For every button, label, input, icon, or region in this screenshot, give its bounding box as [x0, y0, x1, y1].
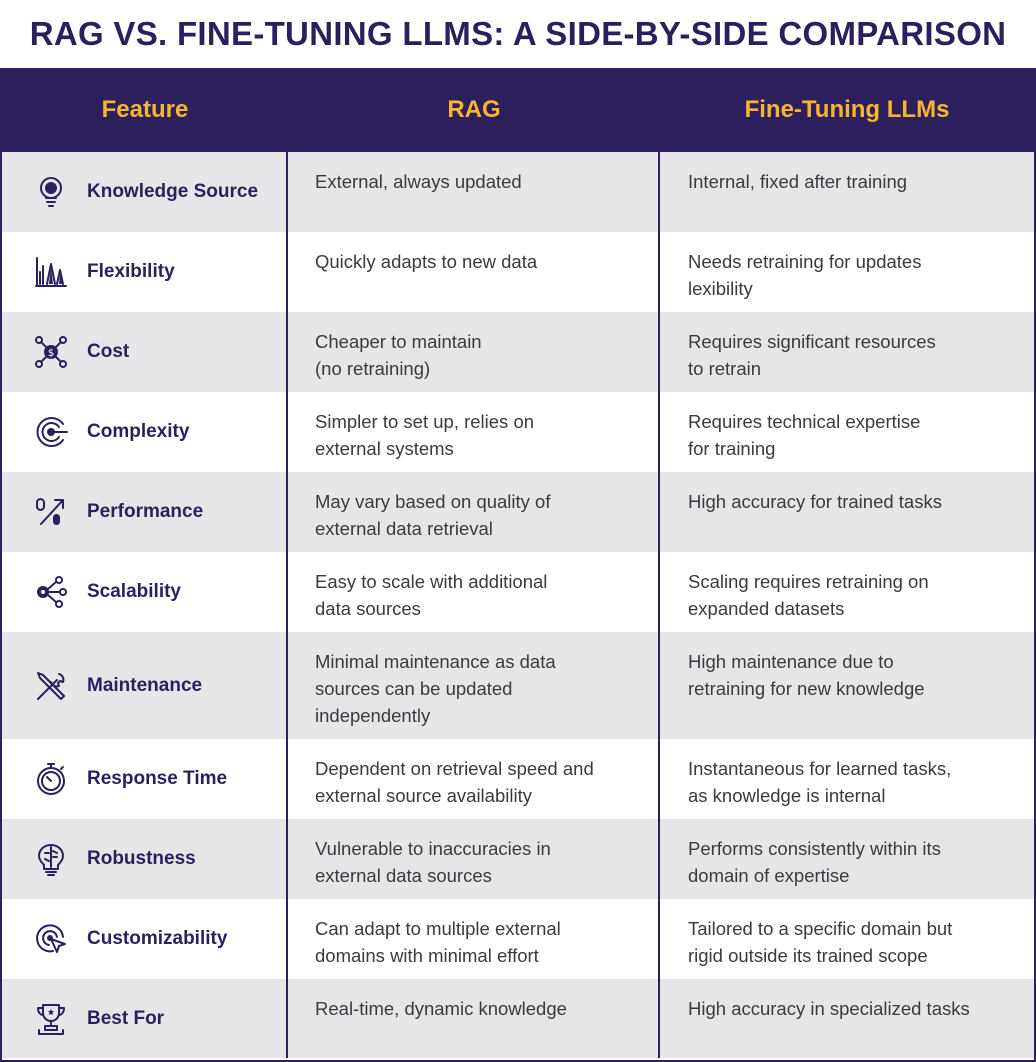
- feature-cell: [2, 552, 288, 632]
- rag-text: Simpler to set up, relies on external systems: [315, 411, 535, 459]
- fine-tuning-text: High maintenance due to retraining for new knowledge: [688, 651, 925, 699]
- feature-label: Maintenance: [87, 674, 203, 696]
- rag-cell: [288, 819, 660, 899]
- feature-cell: [2, 979, 288, 1058]
- table-row: [2, 739, 1034, 819]
- page-title: RAG VS. FINE-TUNING LLMS: A SIDE-BY-SIDE COMPARISON: [29, 15, 1007, 52]
- header-rag: RAG: [447, 96, 501, 123]
- fine-tuning-cell: [660, 632, 1034, 739]
- rag-text: Easy to scale with additional data sources: [315, 571, 548, 619]
- fine-tuning-text: Requires technical expertise for training: [688, 411, 921, 459]
- fine-tuning-cell: [660, 819, 1034, 899]
- feature-label: Scalability: [87, 581, 181, 602]
- feature-label: Performance: [87, 501, 204, 522]
- table-row: [2, 312, 1034, 392]
- fine-tuning-text: Tailored to a specific domain but rigid outside its trained scope: [688, 918, 953, 966]
- header-feature: Feature: [101, 96, 189, 123]
- table-body: [2, 152, 1034, 1058]
- feature-label: Cost: [87, 341, 130, 362]
- fine-tuning-cell: [660, 899, 1034, 979]
- feature-label: Complexity: [87, 421, 190, 442]
- rag-text: Vulnerable to inaccuracies in external data sources: [315, 838, 551, 886]
- feature-cell: [2, 819, 288, 899]
- feature-cell: [2, 152, 288, 232]
- svg-text:$: $: [47, 348, 55, 359]
- feature-label: Flexibility: [87, 261, 175, 282]
- bar-chart-icon: [32, 253, 70, 291]
- table-row: [2, 392, 1034, 472]
- fine-tuning-text: Instantaneous for learned tasks, as knowledge is internal: [688, 758, 952, 806]
- fine-tuning-cell: [660, 232, 1034, 312]
- table-row: [2, 899, 1034, 979]
- rag-cell: [288, 979, 660, 1058]
- feature-label: Robustness: [87, 848, 196, 869]
- fine-tuning-cell: [660, 552, 1034, 632]
- rag-cell: [288, 552, 660, 632]
- rag-text: Quickly adapts to new data: [315, 251, 538, 272]
- feature-cell: [2, 472, 288, 552]
- dollar-network-icon: [32, 333, 70, 371]
- table-row: [2, 979, 1034, 1058]
- fine-tuning-cell: [660, 739, 1034, 819]
- rag-text: Can adapt to multiple external domains with minimal effort: [315, 918, 561, 966]
- feature-cell: [2, 312, 288, 392]
- stopwatch-icon: [32, 760, 70, 798]
- fine-tuning-text: Needs retraining for updates lexibility: [688, 251, 922, 299]
- table-row: [2, 472, 1034, 552]
- nodes-icon: [32, 573, 70, 611]
- feature-label: Best For: [87, 1007, 165, 1029]
- table-header: [2, 68, 1034, 152]
- rag-cell: [288, 312, 660, 392]
- fine-tuning-text: High accuracy in specialized tasks: [688, 998, 970, 1019]
- fine-tuning-text: Internal, fixed after training: [688, 171, 908, 192]
- rag-text: Cheaper to maintain (no retraining): [315, 331, 482, 379]
- lightbulb-icon: [32, 173, 70, 211]
- rag-text: Dependent on retrieval speed and external source availability: [315, 758, 594, 806]
- target-cursor-icon: [32, 920, 70, 958]
- table-row: [2, 232, 1034, 312]
- rag-cell: [288, 739, 660, 819]
- rag-text: May vary based on quality of external data retrieval: [315, 491, 551, 539]
- table-row: [2, 552, 1034, 632]
- radar-icon: [32, 413, 70, 451]
- feature-label: Knowledge Source: [87, 181, 259, 202]
- rag-text: Minimal maintenance as data sources can be updated independently: [315, 651, 556, 726]
- percent-arrow-icon: [32, 493, 70, 531]
- fine-tuning-text: High accuracy for trained tasks: [688, 491, 942, 512]
- table-row: [2, 819, 1034, 899]
- feature-cell: [2, 739, 288, 819]
- fine-tuning-text: Scaling requires retraining on expanded datasets: [688, 571, 929, 619]
- rag-text: Real-time, dynamic knowledge: [315, 998, 567, 1019]
- table-row: [2, 152, 1034, 232]
- comparison-table: [0, 68, 1036, 1062]
- rag-cell: [288, 232, 660, 312]
- feature-cell: [2, 232, 288, 312]
- fine-tuning-cell: [660, 152, 1034, 232]
- wrench-screwdriver-icon: [32, 667, 70, 705]
- header-fine-tuning: Fine-Tuning LLMs: [744, 96, 950, 123]
- feature-label: Response Time: [87, 768, 228, 789]
- rag-cell: [288, 632, 660, 739]
- rag-cell: [288, 899, 660, 979]
- fine-tuning-cell: [660, 312, 1034, 392]
- brain-bulb-icon: [32, 840, 70, 878]
- feature-cell: [2, 899, 288, 979]
- fine-tuning-cell: [660, 979, 1034, 1058]
- rag-cell: [288, 472, 660, 552]
- feature-cell: [2, 392, 288, 472]
- feature-cell: [2, 632, 288, 739]
- trophy-icon: [32, 1000, 70, 1038]
- fine-tuning-cell: [660, 392, 1034, 472]
- fine-tuning-text: Performs consistently within its domain of expertise: [688, 838, 941, 886]
- table-row: [2, 632, 1034, 739]
- rag-cell: [288, 152, 660, 232]
- fine-tuning-text: Requires significant resources to retrain: [688, 331, 936, 379]
- rag-text: External, always updated: [315, 171, 522, 192]
- rag-cell: [288, 392, 660, 472]
- fine-tuning-cell: [660, 472, 1034, 552]
- feature-label: Customizability: [87, 928, 228, 949]
